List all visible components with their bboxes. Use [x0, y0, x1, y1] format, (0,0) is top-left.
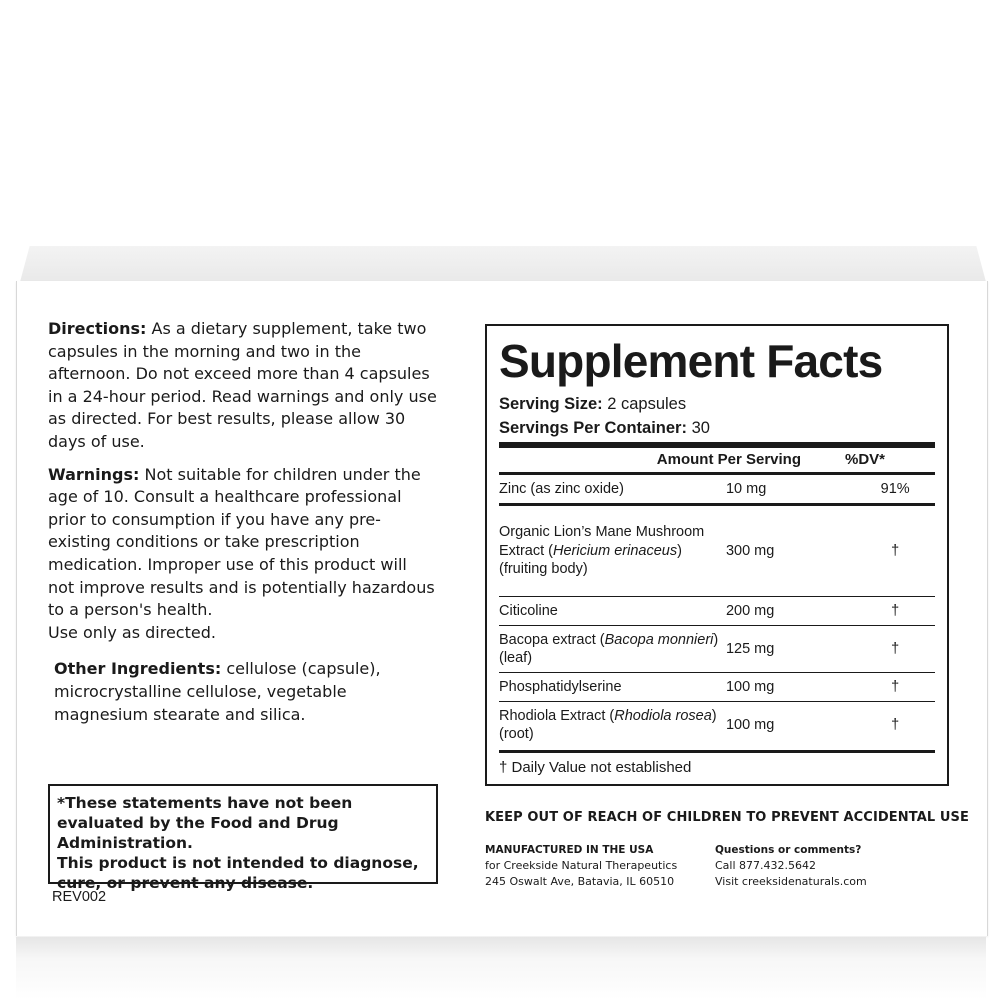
ingredient-amount: 200 mg: [725, 602, 775, 619]
facts-footnote: † Daily Value not established: [499, 759, 692, 776]
warnings-text: Not suitable for children under the age of 10. Consult a healthcare professional prior to consumption if you have any pre-existing conditions or take prescription medication. Improper use of this product will not improve results and is potentially hazardous to a person's health.: [48, 464, 435, 620]
revision-code: REV002: [52, 889, 107, 905]
ingredient-name-part: Rhodiola Extract (: [499, 707, 615, 724]
header-dv: %DV*: [844, 450, 885, 468]
facts-title: Supplement Facts: [499, 335, 883, 387]
ingredient-latin-name: Hericium erinaceus: [552, 542, 678, 559]
directions-text: As a dietary supplement, take two capsules in the morning and two in the afternoon. Do not exceed more than 4 capsules in a 24-hour period. Read warnings and only use as directed. For best results, please allow 30 days of use.: [48, 319, 437, 451]
ingredient-name: [499, 523, 726, 579]
facts-row: [499, 673, 935, 701]
facts-row: [499, 475, 935, 503]
manufacturer-line-2: 245 Oswalt Ave, Batavia, IL 60510: [485, 875, 675, 888]
ingredient-name: Zinc (as zinc oxide): [499, 480, 624, 497]
manufacturer-heading: MANUFACTURED IN THE USA: [485, 844, 654, 856]
contact-heading: Questions or comments?: [715, 844, 862, 856]
ingredient-name: [499, 631, 726, 668]
ingredient-amount: 100 mg: [725, 678, 775, 695]
ingredient-latin-name: Rhodiola rosea: [614, 707, 712, 724]
ingredient-amount: 300 mg: [725, 542, 775, 559]
disclaimer-line-1: *These statements have not been evaluated by the Food and Drug Administration.: [57, 794, 353, 852]
ingredient-amount: 10 mg: [725, 480, 767, 497]
facts-header-row: [499, 448, 935, 472]
other-ingredients-label: Other Ingredients:: [54, 659, 222, 679]
ingredient-latin-name: Bacopa monnieri: [604, 631, 714, 648]
ingredient-dv: †: [891, 542, 900, 559]
ingredient-name: [499, 707, 726, 744]
warnings-paragraph: [48, 464, 438, 645]
serving-size-label: Serving Size:: [499, 395, 603, 413]
ingredient-name-part: Organic Lion’s Mane Mushroom Extract (: [499, 524, 705, 559]
contact-website: Visit creeksidenaturals.com: [715, 875, 867, 888]
ingredient-amount: 125 mg: [725, 640, 775, 657]
contact-info: [715, 842, 867, 890]
directions-label: Directions:: [48, 319, 147, 338]
ingredient-dv: 91%: [880, 480, 910, 497]
ingredient-dv: †: [891, 602, 900, 619]
header-amount: Amount Per Serving: [656, 450, 801, 468]
manufacturer-line-1: for Creekside Natural Therapeutics: [485, 859, 678, 872]
facts-row: [499, 506, 935, 596]
label-left-column: [48, 318, 438, 734]
ingredient-name-part: Bacopa extract (: [499, 631, 605, 648]
box-top-edge: [20, 246, 986, 282]
disclaimer-line-2: This product is not intended to diagnose, cure, or prevent any disease.: [57, 854, 419, 892]
ingredient-name: Phosphatidylserine: [499, 678, 622, 695]
servings-per-container-label: Servings Per Container:: [499, 419, 687, 437]
box-reflection: [16, 937, 986, 1000]
contact-phone: Call 877.432.5642: [715, 859, 817, 872]
ingredient-dv: †: [891, 678, 900, 695]
ingredient-name-part: ) (fruiting body): [499, 542, 682, 578]
facts-row: [499, 702, 935, 748]
ingredient-name-part: ) (root): [499, 707, 717, 742]
other-ingredients-text: cellulose (capsule), microcrystalline cellulose, vegetable magnesium stearate and silica.: [54, 659, 381, 724]
serving-size: [499, 392, 935, 416]
warnings-final: Use only as directed.: [48, 622, 216, 642]
ingredient-amount: 100 mg: [725, 716, 775, 733]
manufacturer-info: [485, 842, 677, 890]
facts-row: [499, 597, 935, 625]
ingredient-dv: †: [891, 640, 900, 657]
supplement-facts-panel: [485, 324, 949, 786]
serving-size-value: 2 capsules: [602, 395, 687, 413]
ingredient-name-part: ) (leaf): [499, 631, 719, 666]
facts-row: [499, 626, 935, 672]
directions-paragraph: [48, 318, 438, 454]
fda-disclaimer-box: [48, 784, 438, 892]
ingredient-name: Citicoline: [499, 602, 558, 619]
servings-per-container-value: 30: [686, 419, 710, 437]
other-ingredients-paragraph: [48, 658, 438, 726]
warnings-label: Warnings:: [48, 464, 140, 484]
ingredient-dv: †: [891, 716, 900, 733]
servings-per-container: [499, 416, 935, 440]
child-warning: KEEP OUT OF REACH OF CHILDREN TO PREVENT ACCIDENTAL USE: [485, 810, 969, 825]
